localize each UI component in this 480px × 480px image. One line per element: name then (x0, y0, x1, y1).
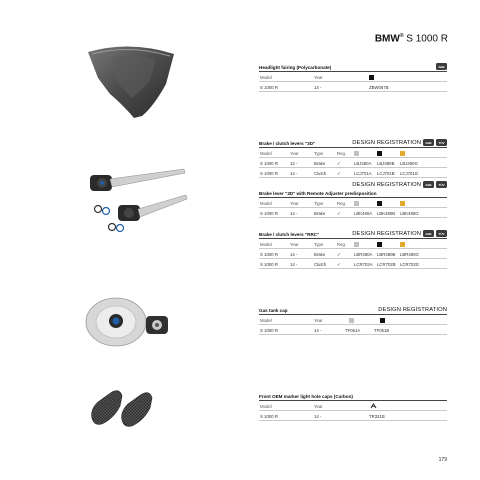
table-row (259, 82, 447, 92)
col-type: Type (314, 151, 324, 156)
col-model: Model (260, 75, 272, 80)
badge-group (423, 230, 447, 237)
table-header-row (259, 72, 447, 82)
color-gold-swatch (400, 242, 405, 248)
registered-mark: ® (399, 33, 404, 39)
table-row (259, 259, 447, 269)
section-header (259, 63, 447, 72)
section-lever-3d-remote (259, 183, 447, 218)
col-year: Year (290, 201, 299, 206)
cell-model: S 1000 R (260, 262, 278, 267)
abe-badge: ABE (423, 181, 434, 188)
cell-code: ZBW057B (369, 85, 389, 90)
cell-code-silver: TF051A (345, 328, 361, 333)
color-black-swatch (377, 242, 382, 248)
cell-code-silver: LBR480A (354, 252, 373, 257)
col-model: Model (260, 318, 272, 323)
cell-year: 14 - (290, 161, 298, 166)
cell-code-gold: LCJ701G (400, 171, 419, 176)
col-model: Model (260, 404, 272, 409)
cell-type: Clutch (314, 262, 327, 267)
col-type: Type (314, 242, 324, 247)
cell-reg-check: ✓ (337, 252, 341, 257)
carbon-caps-image (88, 388, 158, 432)
abe-badge: ABE (436, 63, 447, 70)
gas-tank-cap-image (82, 292, 178, 348)
cell-code-black: LCR702B (377, 262, 396, 267)
section-header (259, 230, 447, 239)
section-title: Brake / clutch levers "RRC" (259, 232, 320, 237)
cell-year: 14 - (290, 262, 298, 267)
table-header-row (259, 198, 447, 208)
cell-model: S 1000 R (260, 414, 278, 419)
col-reg: Reg. (337, 151, 347, 156)
cell-model: S 1000 R (260, 211, 278, 216)
table-header-row (259, 239, 447, 249)
table-row (259, 158, 447, 168)
badge-group (423, 139, 447, 146)
headlight-fairing-image (82, 44, 178, 120)
cell-type: Brake (314, 211, 326, 216)
cell-code-black: LCJ701B (377, 171, 395, 176)
section-title: Front OEM marker light hole caps (Carbon) (259, 394, 353, 399)
color-black-swatch (369, 75, 374, 81)
color-silver-swatch (354, 151, 359, 157)
cell-code-gold: LBR480G (400, 252, 419, 257)
section-levers-3d (259, 139, 447, 178)
section-title: Brake / clutch levers "3D" (259, 141, 316, 146)
col-reg: Reg. (337, 201, 347, 206)
color-gold-swatch (400, 201, 405, 207)
cell-reg-check: ✓ (337, 161, 341, 166)
section-header (259, 189, 447, 198)
table-row (259, 249, 447, 259)
col-model: Model (260, 242, 272, 247)
section-title: Gas tank cap (259, 308, 288, 313)
section-header (259, 392, 447, 401)
color-black-swatch (380, 318, 385, 324)
color-silver-swatch (349, 318, 354, 324)
color-silver-swatch (354, 242, 359, 248)
col-year: Year (314, 75, 323, 80)
cell-code-gold: LCR702G (400, 262, 420, 267)
design-registration-label: DESIGN REGISTRATION (378, 307, 447, 313)
cell-reg-check: ✓ (337, 262, 341, 267)
cell-code-black: LBJ480B (377, 161, 395, 166)
section-headlight-fairing (259, 63, 447, 92)
cell-year: 14 - (290, 252, 298, 257)
cell-year: 14 - (290, 171, 298, 176)
section-gas-tank-cap (259, 306, 447, 335)
cell-reg-check: ✓ (337, 171, 341, 176)
table-row (259, 168, 447, 178)
cell-code-black: TF051B (374, 328, 390, 333)
col-type: Type (314, 201, 324, 206)
table-header-row (259, 148, 447, 158)
cell-code-silver: LBJ480A (354, 161, 372, 166)
carbon-icon (370, 403, 377, 410)
col-year: Year (290, 242, 299, 247)
cell-year: 14 - (314, 85, 322, 90)
cell-code-silver: LCJ701A (354, 171, 372, 176)
table-row (259, 208, 447, 218)
cell-type: Brake (314, 252, 326, 257)
cell-code: TR321B (369, 414, 385, 419)
tuv-badge: TÜV (436, 230, 447, 237)
cell-code-silver: LBK480A (354, 211, 373, 216)
abe-badge: ABE (423, 139, 434, 146)
design-registration-label: DESIGN REGISTRATION (352, 231, 421, 237)
section-oem-caps (259, 392, 447, 421)
page-number: 179 (438, 457, 447, 463)
table-row (259, 325, 447, 335)
brand-name: BMW (374, 33, 400, 45)
col-reg: Reg. (337, 242, 347, 247)
badge-group (423, 181, 447, 188)
cell-reg-check: ✓ (337, 211, 341, 216)
section-title: Brake lever "3D" with Remote Adjuster predisposition (259, 191, 377, 196)
cell-model: S 1000 R (260, 161, 278, 166)
cell-code-gold: LBJ480G (400, 161, 418, 166)
cell-code-gold: LBK480G (400, 211, 419, 216)
col-year: Year (290, 151, 299, 156)
cell-year: 14 - (314, 414, 322, 419)
cell-model: S 1000 R (260, 252, 278, 257)
design-registration-label: DESIGN REGISTRATION (352, 140, 421, 146)
table-header-row (259, 315, 447, 325)
levers-3d-image (88, 165, 188, 235)
color-silver-swatch (354, 201, 359, 207)
cell-year: 14 - (314, 328, 322, 333)
cell-code-black: LBK480B (377, 211, 396, 216)
section-header (259, 139, 447, 148)
color-gold-swatch (400, 151, 405, 157)
tuv-badge: TÜV (436, 181, 447, 188)
table-row (259, 411, 447, 421)
abe-badge: ABE (423, 230, 434, 237)
col-year: Year (314, 318, 323, 323)
cell-type: Clutch (314, 171, 327, 176)
section-header (259, 306, 447, 315)
color-black-swatch (377, 151, 382, 157)
color-black-swatch (377, 201, 382, 207)
badge-group (436, 63, 447, 70)
brand-model: S 1000 R (406, 33, 448, 45)
cell-code-black: LBR480B (377, 252, 396, 257)
cell-model: S 1000 R (260, 328, 278, 333)
tuv-badge: TÜV (436, 139, 447, 146)
brand-header (375, 33, 448, 44)
design-registration-label: DESIGN REGISTRATION (352, 182, 421, 188)
cell-model: S 1000 R (260, 171, 278, 176)
cell-code-silver: LCR702A (354, 262, 373, 267)
table-header-row (259, 401, 447, 411)
cell-model: S 1000 R (260, 85, 278, 90)
col-model: Model (260, 151, 272, 156)
col-model: Model (260, 201, 272, 206)
cell-type: Brake (314, 161, 326, 166)
section-title: Headlight fairing (Polycarbonate) (259, 65, 332, 70)
col-year: Year (314, 404, 323, 409)
section-levers-rrc (259, 230, 447, 269)
cell-year: 14 - (290, 211, 298, 216)
